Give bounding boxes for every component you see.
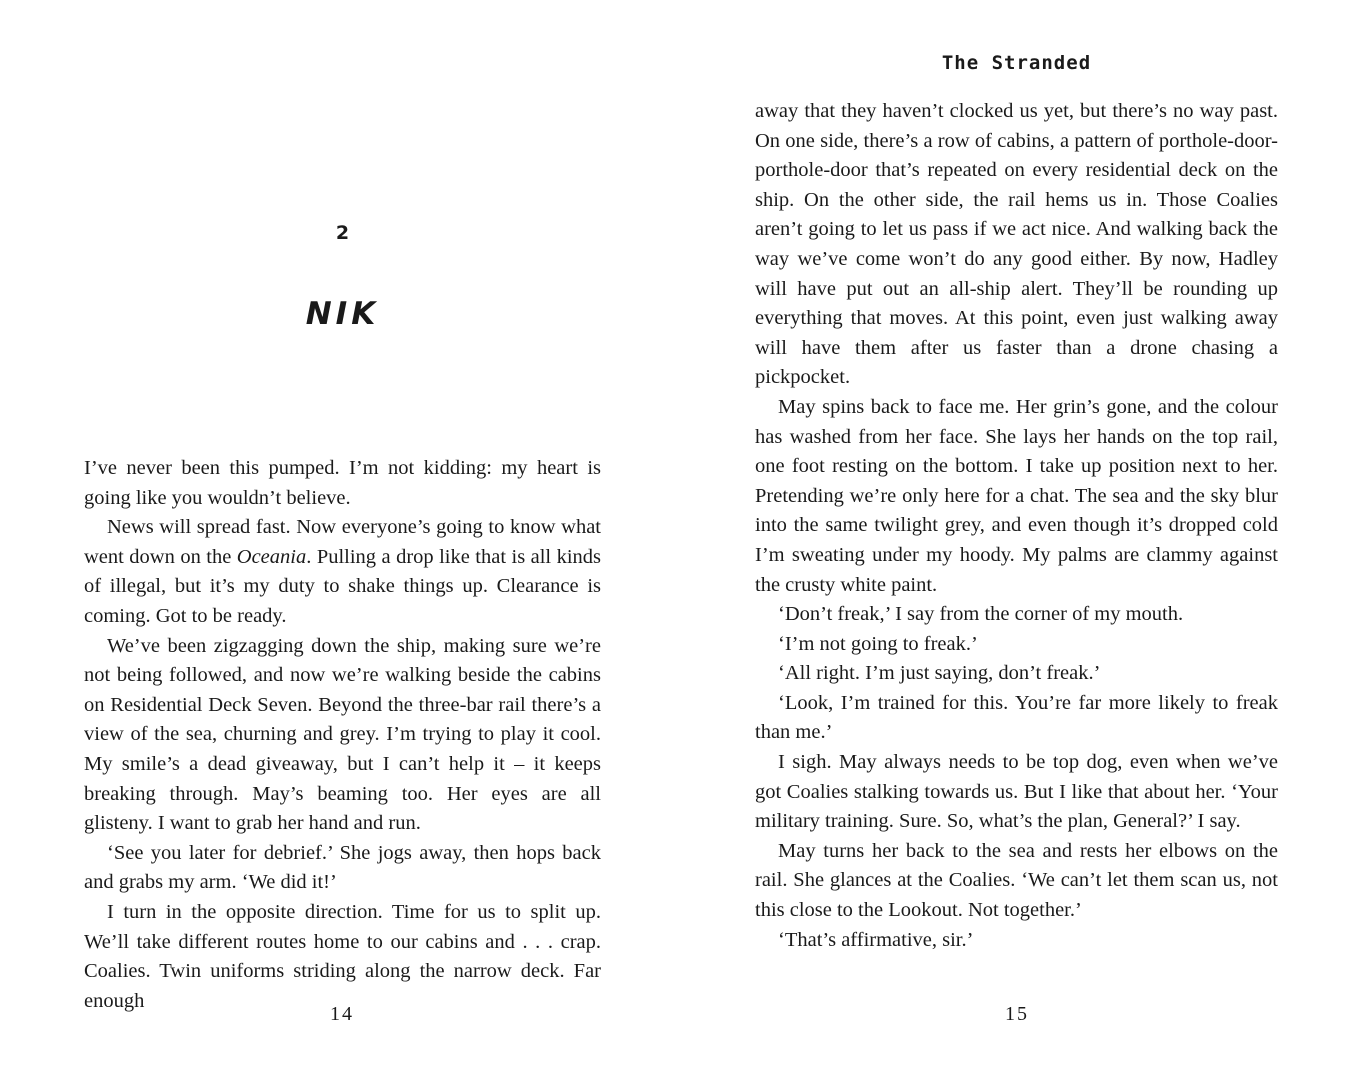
paragraph: I’ve never been this pumped. I’m not kidding: my heart is going like you wouldn’t believe.	[84, 457, 601, 509]
paragraph: ‘Don’t freak,’ I say from the corner of my mouth.	[778, 603, 1184, 626]
paragraph: ‘All right. I’m just saying, don’t freak.’	[778, 662, 1101, 685]
paragraph: ‘See you later for debrief.’ She jogs away, then hops back and grabs my arm. ‘We did it!’	[84, 841, 601, 894]
chapter-number: 2	[335, 222, 350, 244]
running-head: The Stranded	[941, 52, 1092, 74]
paragraph: ‘That’s affirmative, sir.’	[778, 928, 974, 951]
right-page	[680, 0, 1361, 1080]
paragraph: I turn in the opposite direction. Time for us to split up. We’ll take different routes home to our cabins and . . . crap. Coalies. Twin uniforms striding along the narrow deck. Far enough	[84, 900, 601, 1012]
left-page	[0, 0, 680, 1080]
left-body-text	[84, 454, 601, 1016]
paragraph: away that they haven’t clocked us yet, but there’s no way past. On one side, there’s a row of cabins, a pattern of porthole-door-porthole-door that’s repeated on every residential deck on the ship. On the other side, the rail hems us in. Those Coalies aren’t going to let us pass if we act nice. And walking back the way we’ve come won’t do any good either. By now, Hadley will have put out an all-ship alert. They’ll be rounding up everything that moves. At this point, even just walking away will have them after us faster than a drone chasing a pickpocket.	[755, 100, 1278, 389]
ship-name: Oceania	[236, 545, 307, 568]
right-body-text	[755, 97, 1278, 955]
chapter-title: NIK	[305, 296, 380, 332]
page-number: 15	[1005, 1003, 1029, 1025]
paragraph: ‘Look, I’m trained for this. You’re far more likely to freak than me.’	[755, 691, 1278, 744]
paragraph: May spins back to face me. Her grin’s gone, and the colour has washed from her face. She lays her hands on the top rail, one foot resting on the bottom. I take up position next to her. Pretending we’re only here for a chat. The sea and the sky blur into the same twilight grey, and even though it’s dropped cold I’m sweating under my hoody. My palms are clammy against the crusty white paint.	[755, 395, 1278, 596]
paragraph: I sigh. May always needs to be top dog, even when we’ve got Coalies stalking towards us. But I like that about her. ‘Your military training. Sure. So, what’s the plan, General?’ I say.	[755, 751, 1278, 833]
paragraph: ‘I’m not going to freak.’	[778, 632, 978, 655]
paragraph: We’ve been zigzagging down the ship, making sure we’re not being followed, and now we’re walking beside the cabins on Residential Deck Seven. Beyond the three-bar rail there’s a view of the sea, churning and grey. I’m trying to play it cool. My smile’s a dead giveaway, but I can’t help it – it keeps breaking through. May’s beaming too. Her eyes are all glisteny. I want to grab her hand and run.	[84, 634, 601, 835]
page-number: 14	[330, 1003, 354, 1025]
paragraph: May turns her back to the sea and rests her elbows on the rail. She glances at the Coalies. ‘We can’t let them scan us, not this close to the Lookout. Not together.’	[755, 839, 1278, 922]
paragraph: News will spread fast. Now everyone’s going to know what went down on the Oceania. Pulling a drop like that is all kinds of illegal, but it’s my duty to shake things up. Clearance is coming. Got to be ready.	[84, 516, 601, 627]
